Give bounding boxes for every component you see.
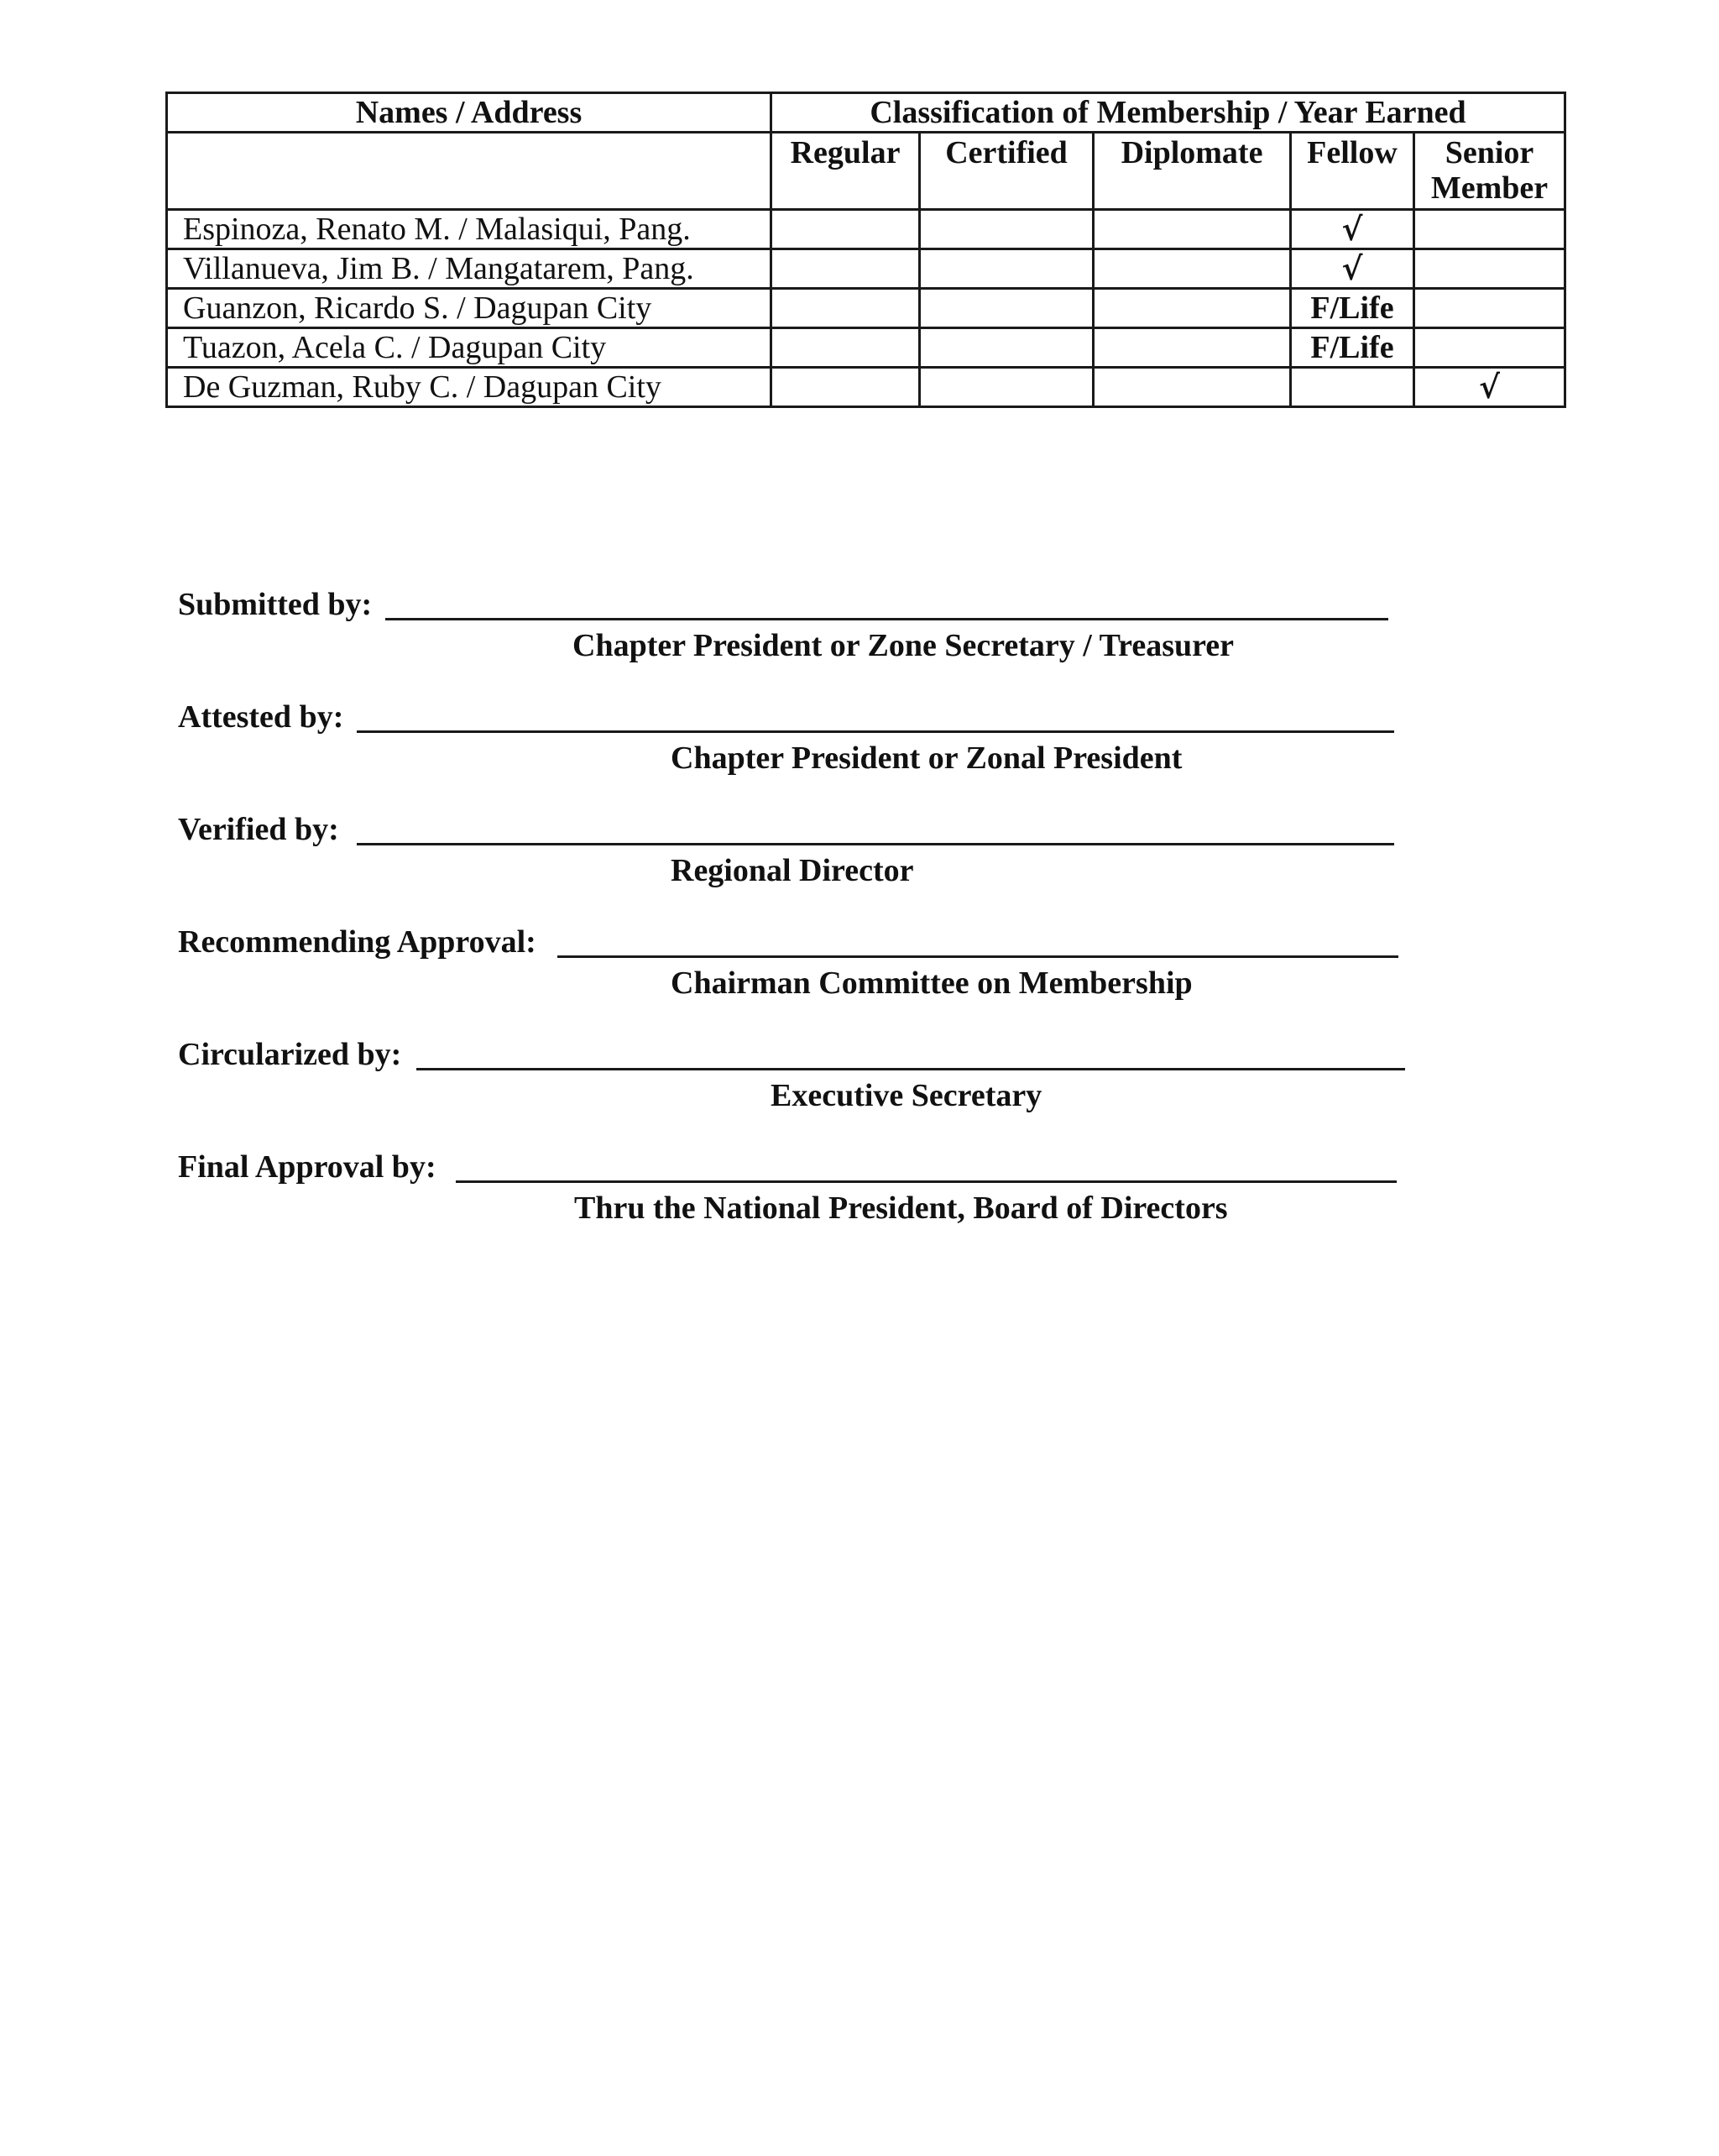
membership-table: [165, 92, 1566, 408]
column-fellow: Fellow: [1291, 133, 1414, 210]
diplomate-cell: [1094, 328, 1291, 368]
table-row: [167, 368, 1565, 407]
diplomate-cell: [1094, 249, 1291, 289]
diplomate-cell: [1094, 289, 1291, 328]
final-approval-label: Final Approval by:: [178, 1149, 436, 1185]
circularized-by-signature-line[interactable]: [416, 1068, 1405, 1070]
names-address-header: Names / Address: [167, 93, 771, 133]
certified-cell: [920, 210, 1094, 249]
member-name-address: Guanzon, Ricardo S. / Dagupan City: [167, 289, 771, 328]
senior-cell: √: [1414, 368, 1565, 407]
diplomate-cell: [1094, 368, 1291, 407]
regular-cell: [771, 249, 920, 289]
regular-cell: [771, 210, 920, 249]
attested-by-label: Attested by:: [178, 699, 344, 735]
regular-cell: [771, 289, 920, 328]
diplomate-cell: [1094, 210, 1291, 249]
member-name-address: Espinoza, Renato M. / Malasiqui, Pang.: [167, 210, 771, 249]
member-name-address: De Guzman, Ruby C. / Dagupan City: [167, 368, 771, 407]
member-name-address: Villanueva, Jim B. / Mangatarem, Pang.: [167, 249, 771, 289]
final-approval-signature-line[interactable]: [456, 1180, 1397, 1183]
recommending-approval-label: Recommending Approval:: [178, 924, 536, 960]
column-regular: Regular: [771, 133, 920, 210]
certified-cell: [920, 328, 1094, 368]
attested-by-signature-line[interactable]: [357, 730, 1394, 733]
certified-cell: [920, 249, 1094, 289]
attested-by-caption: Chapter President or Zonal President: [671, 740, 1183, 776]
senior-cell: [1414, 249, 1565, 289]
table-header-row: [167, 93, 1565, 133]
column-diplomate: Diplomate: [1094, 133, 1291, 210]
table-row: [167, 210, 1565, 249]
table-row: [167, 328, 1565, 368]
table-row: [167, 249, 1565, 289]
senior-cell: [1414, 328, 1565, 368]
regular-cell: [771, 328, 920, 368]
recommending-approval-signature-line[interactable]: [557, 955, 1398, 958]
fellow-cell: √: [1291, 249, 1414, 289]
submitted-by-caption: Chapter President or Zone Secretary / Treasurer: [572, 628, 1235, 663]
submitted-by-signature-line[interactable]: [385, 618, 1388, 620]
verified-by-caption: Regional Director: [671, 853, 914, 888]
senior-cell: [1414, 210, 1565, 249]
empty-header-cell: [167, 133, 771, 210]
fellow-cell: F/Life: [1291, 289, 1414, 328]
fellow-cell: [1291, 368, 1414, 407]
fellow-cell: F/Life: [1291, 328, 1414, 368]
fellow-cell: √: [1291, 210, 1414, 249]
circularized-by-caption: Executive Secretary: [771, 1078, 1042, 1113]
recommending-approval-caption: Chairman Committee on Membership: [671, 965, 1193, 1001]
member-name-address: Tuazon, Acela C. / Dagupan City: [167, 328, 771, 368]
table-row: [167, 289, 1565, 328]
certified-cell: [920, 289, 1094, 328]
column-senior-member: Senior Member: [1414, 133, 1565, 210]
verified-by-label: Verified by:: [178, 812, 339, 847]
final-approval-caption: Thru the National President, Board of Directors: [574, 1191, 1228, 1226]
verified-by-signature-line[interactable]: [357, 843, 1394, 845]
circularized-by-label: Circularized by:: [178, 1037, 402, 1072]
column-certified: Certified: [920, 133, 1094, 210]
senior-cell: [1414, 289, 1565, 328]
submitted-by-label: Submitted by:: [178, 587, 373, 622]
certified-cell: [920, 368, 1094, 407]
classification-header: Classification of Membership / Year Earned: [771, 93, 1565, 133]
table-subheader-row: [167, 133, 1565, 210]
regular-cell: [771, 368, 920, 407]
